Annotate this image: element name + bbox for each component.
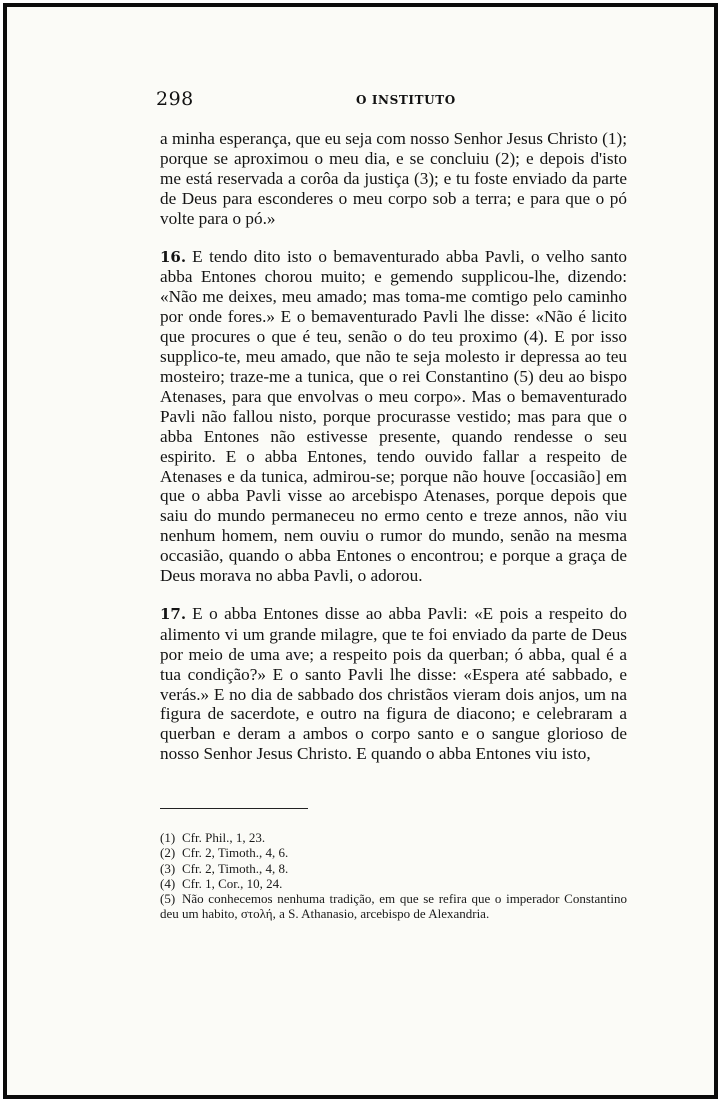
journal-title: O INSTITUTO	[356, 93, 456, 107]
footnote-mark: (3)	[160, 860, 176, 876]
paragraph-section-17	[160, 604, 627, 764]
footnote-text: Cfr. 2, Timoth., 4, 6.	[182, 845, 289, 861]
footnote-rule	[160, 808, 308, 809]
footnote	[160, 845, 627, 860]
paragraph-text: E o abba Entones disse ao abba Pavli: «E pois a respeito do alimento vi um grande milagre, que te foi enviado da parte de Deus por meio de uma ave; a respeito pois da querban; ó abba, qual é a tua condição?» E o santo Pavli lhe disse: «Espera até sabbado, e verás.» E no dia de sabbado dos christãos vieram dois anjos, um na figura de sacerdote, e outro na figura de diacono; e celebraram a querban e deram a ambos o corpo santo e o sangue glorioso de nosso Senhor Jesus Christo. E quando o abba Entones viu isto,	[160, 603, 627, 764]
footnote-mark: (2)	[160, 845, 176, 861]
paragraph-section-16	[160, 247, 627, 586]
footnote-mark: (1)	[160, 830, 176, 845]
footnotes	[160, 830, 627, 922]
footnote-text: Cfr. 1, Cor., 10, 24.	[182, 875, 283, 891]
paragraph-text: E tendo dito isto o bemaventurado abba Pavli, o velho santo abba Entones chorou muito; e gemendo supplicou-lhe, dizendo: «Não me deixes, meu amado; mas toma-me comtigo pelo caminho por onde fores.» E o bemaventurado Pavli lhe disse: «Não é licito que procures o que é teu, senão o do teu proximo (4). E por isso supplico-te, meu amado, que não te seja molesto ir depressa ao teu mosteiro; traze-me a tunica, que o rei Constantino (5) deu ao bispo Atenases, para que envolvas o meu corpo». Mas o bemaventurado Pavli não fallou nisto, porque procurasse vestido; mas para que o abba Entones não estivesse presente, quando rendesse o seu espirito. E o abba Entones, tendo ouvido fallar a respeito de Atenases e da tunica, admirou-se; porque não houve [occasião] em que o abba Pavli visse ao arcebispo Atenases, porque depois que saiu do mundo permaneceu no ermo cento e treze annos, não viu nenhum homem, nem ouviu o rumor do mundo, senão na mesma occasião, quando o abba Entones o encontrou; e porque a graça de Deus morava no abba Pavli, o adorou.	[160, 246, 627, 586]
paragraph-text: a minha esperança, que eu seja com nosso Senhor Jesus Christo (1); porque se aproximou o meu dia, e se concluiu (2); e depois d'isto me está reservada a corôa da justiça (3); e tu foste enviado da parte de Deus para esconderes o meu corpo sob a terra; e para que o pó volte para o pó.»	[160, 129, 627, 228]
footnote-mark: (4)	[160, 875, 176, 891]
footnote	[160, 861, 627, 876]
footnote	[160, 876, 627, 891]
footnote	[160, 891, 627, 922]
footnote-text: Cfr. Phil., 1, 23.	[182, 830, 266, 845]
page-number: 298	[156, 88, 194, 110]
footnote-mark: (5)	[160, 891, 176, 907]
running-header	[156, 88, 626, 112]
paragraph-continued	[160, 129, 627, 229]
footnote-text: Não conhecemos nenhuma tradição, em que se refira que o imperador Constantino deu um habito, στολή, a S. Athanasio, arcebispo de Alexandria.	[160, 891, 627, 922]
section-number: 17.	[160, 604, 187, 623]
footnote-text: Cfr. 2, Timoth., 4, 8.	[182, 860, 289, 876]
section-number: 16.	[160, 247, 187, 266]
footnote	[160, 830, 627, 845]
body-text	[160, 129, 627, 764]
